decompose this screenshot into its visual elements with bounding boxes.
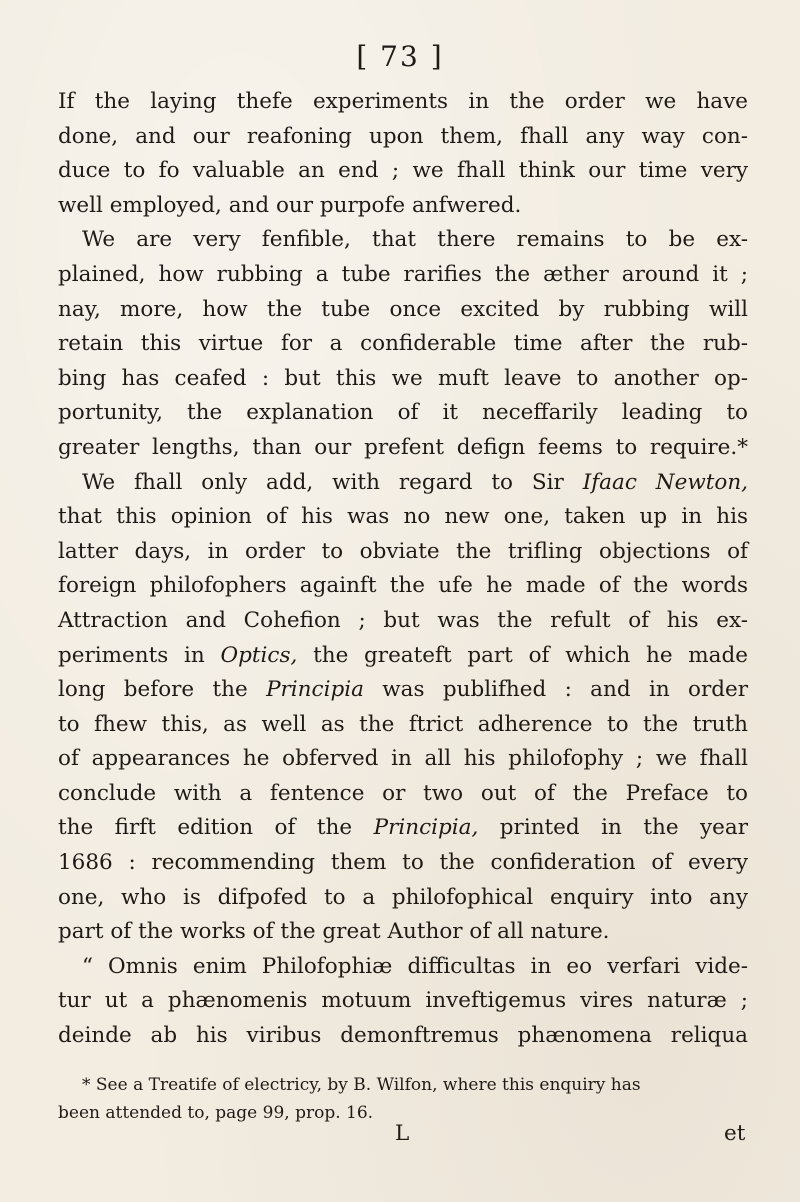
text-line: part of the works of the great Author of all nature. (58, 919, 610, 945)
text-segment: printed in the year (499, 815, 749, 841)
text-line: 1686 : recommending them to the confideration of every (58, 850, 748, 876)
text-line: Attraction and Cohefion ; but was the refult of his ex- (58, 607, 748, 633)
text-segment: periments in (58, 642, 205, 668)
text-line: nay, more, how the tube once excited by rubbing will (58, 296, 748, 322)
text-segment: the greateft part of which he made (313, 642, 748, 668)
text-line: to fhew this, as well as the ftrict adherence to the truth (58, 711, 748, 737)
page-footer (0, 1121, 800, 1155)
text-line: portunity, the explanation of it neceffarily leading to (58, 400, 748, 426)
text-line: retain this virtue for a confiderable time after the rub- (58, 331, 748, 357)
signature-mark: L (395, 1121, 410, 1146)
text-line: duce to fo valuable an end ; we fhall think our time very (58, 158, 748, 184)
body-text (58, 85, 748, 1054)
italic-title: Principia (266, 677, 364, 703)
text-line: one, who is difpofed to a philofophical enquiry into any (58, 884, 748, 910)
text-line: conclude with a fentence or two out of the Preface to (58, 780, 748, 806)
text-line: greater lengths, than our prefent defign feems to require.* (58, 434, 748, 460)
italic-name: Ifaac Newton, (582, 469, 748, 495)
text-line: deinde ab his viribus demonftremus phænomena reliqua (58, 1023, 748, 1049)
text-line: done, and our reafoning upon them, fhall any way con- (58, 123, 748, 149)
text-segment: We fhall only add, with regard to Sir (82, 469, 564, 495)
text-line: well employed, and our purpofe anfwered. (58, 192, 522, 218)
text-segment: was publifhed : and in order (382, 677, 748, 703)
catchword: et (724, 1121, 746, 1146)
footnote-line: * See a Treatife of electricy, by B. Wilfon, where this enquiry has (82, 1075, 641, 1095)
page-number: [ 73 ] (356, 40, 444, 73)
footnote (58, 1071, 748, 1127)
text-line: tur ut a phænomenis motuum inveftigemus vires naturæ ; (58, 988, 748, 1014)
text-line (58, 639, 748, 674)
footnote-line: been attended to, page 99, prop. 16. (58, 1103, 374, 1123)
text-line: “ Omnis enim Philofophiæ difficultas in eo verfari vide- (82, 953, 748, 979)
text-line (58, 811, 748, 846)
italic-title: Optics, (220, 642, 298, 668)
text-line (58, 673, 748, 708)
text-segment: long before the (58, 677, 248, 703)
text-line: foreign philofophers againft the ufe he made of the words (58, 573, 748, 599)
text-line: plained, how rubbing a tube rarifies the æther around it ; (58, 261, 748, 287)
text-line: of appearances he obferved in all his philofophy ; we fhall (58, 746, 748, 772)
text-line: We are very fenfible, that there remains to be ex- (82, 227, 748, 253)
text-line (58, 466, 748, 501)
text-line: that this opinion of his was no new one, taken up in his (58, 504, 748, 530)
text-line: bing has ceafed : but this we muft leave to another op- (58, 365, 748, 391)
text-line: latter days, in order to obviate the trifling objections of (58, 538, 748, 564)
italic-title: Principia, (373, 815, 479, 841)
text-line: If the laying thefe experiments in the order we have (58, 89, 748, 114)
text-segment: the firft edition of the (58, 815, 353, 841)
